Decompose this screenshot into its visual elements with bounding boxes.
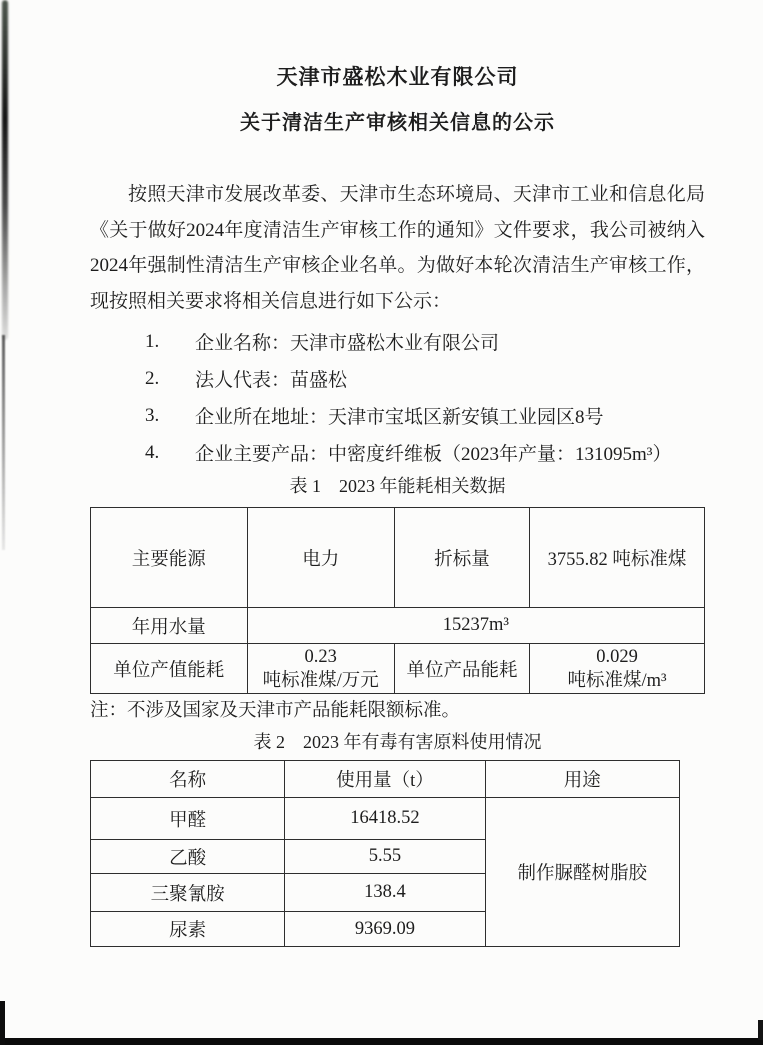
table1-note: 注：不涉及国家及天津市产品能耗限额标准。 (90, 701, 461, 721)
list-item-main-product (90, 434, 705, 471)
list-number: 4. (145, 441, 160, 463)
info-list (90, 323, 705, 471)
table-row (91, 508, 705, 608)
scan-edge-bottom (0, 1038, 763, 1045)
list-number: 1. (145, 330, 160, 352)
list-text: 企业名称：天津市盛松木业有限公司 (195, 333, 500, 354)
scan-shadow-left-lower (2, 335, 5, 550)
material-name: 乙酸 (91, 840, 285, 874)
table-cell: 15237m³ (247, 608, 704, 644)
list-item-legal-representative (90, 360, 705, 397)
table-cell: 单位产品能耗 (394, 644, 529, 694)
table-cell: 单位产值能耗 (91, 644, 248, 694)
energy-data-table (90, 507, 705, 694)
notice-title: 关于清洁生产审核相关信息的公示 (240, 112, 555, 134)
table1-caption: 表 1 2023 年能耗相关数据 (289, 476, 506, 496)
material-usage: 制作脲醛树脂胶 (485, 798, 679, 947)
material-name: 甲醛 (91, 798, 285, 840)
scan-edge-bottom-right (758, 1020, 763, 1040)
material-name: 三聚氰胺 (91, 874, 285, 912)
table-cell (247, 644, 394, 694)
cell-value: 0.029 (596, 646, 638, 667)
header-cell-usage: 用途 (485, 761, 679, 798)
table-cell: 年用水量 (91, 608, 248, 644)
scan-shadow-left (2, 0, 8, 340)
table-cell: 主要能源 (91, 508, 248, 608)
table-row (91, 798, 680, 840)
list-text: 企业所在地址：天津市宝坻区新安镇工业园区8号 (195, 407, 604, 428)
list-item-company-name (90, 323, 705, 360)
document-content (90, 0, 705, 947)
material-amount: 9369.09 (285, 912, 485, 947)
material-name: 尿素 (91, 912, 285, 947)
scan-edge-bottom-left (0, 1001, 5, 1045)
material-amount: 5.55 (285, 840, 485, 874)
cell-value: 0.23 (304, 646, 337, 667)
table-cell: 折标量 (394, 508, 529, 608)
table-cell: 电力 (247, 508, 394, 608)
table-cell: 3755.82 吨标准煤 (530, 508, 705, 608)
table-row (91, 608, 705, 644)
list-number: 2. (145, 367, 160, 389)
cell-unit: 吨标准煤/万元 (262, 670, 379, 691)
list-text: 法人代表：苗盛松 (195, 370, 348, 391)
intro-paragraph: 按照天津市发展改革委、天津市生态环境局、天津市工业和信息化局《关于做好2024年度清洁生产审核工作的通知》文件要求，我公司被纳入2024年强制性清洁生产审核企业名单。为做好本轮次清洁生产审核工作，现按照相关要求将相关信息进行如下公示： (90, 184, 705, 312)
material-amount: 16418.52 (285, 798, 485, 840)
table-row (91, 644, 705, 694)
cell-unit: 吨标准煤/m³ (567, 670, 667, 691)
list-item-address (90, 397, 705, 434)
table-cell (530, 644, 705, 694)
material-amount: 138.4 (285, 874, 485, 912)
header-cell-amount: 使用量（t） (285, 761, 485, 798)
header-cell-name: 名称 (91, 761, 285, 798)
list-text: 企业主要产品：中密度纤维板（2023年产量：131095m³） (195, 444, 672, 465)
toxic-materials-table (90, 760, 680, 947)
company-title: 天津市盛松木业有限公司 (276, 66, 519, 89)
table2-caption: 表 2 2023 年有毒有害原料使用情况 (253, 732, 542, 752)
list-number: 3. (145, 404, 160, 426)
table-header-row (91, 761, 680, 798)
